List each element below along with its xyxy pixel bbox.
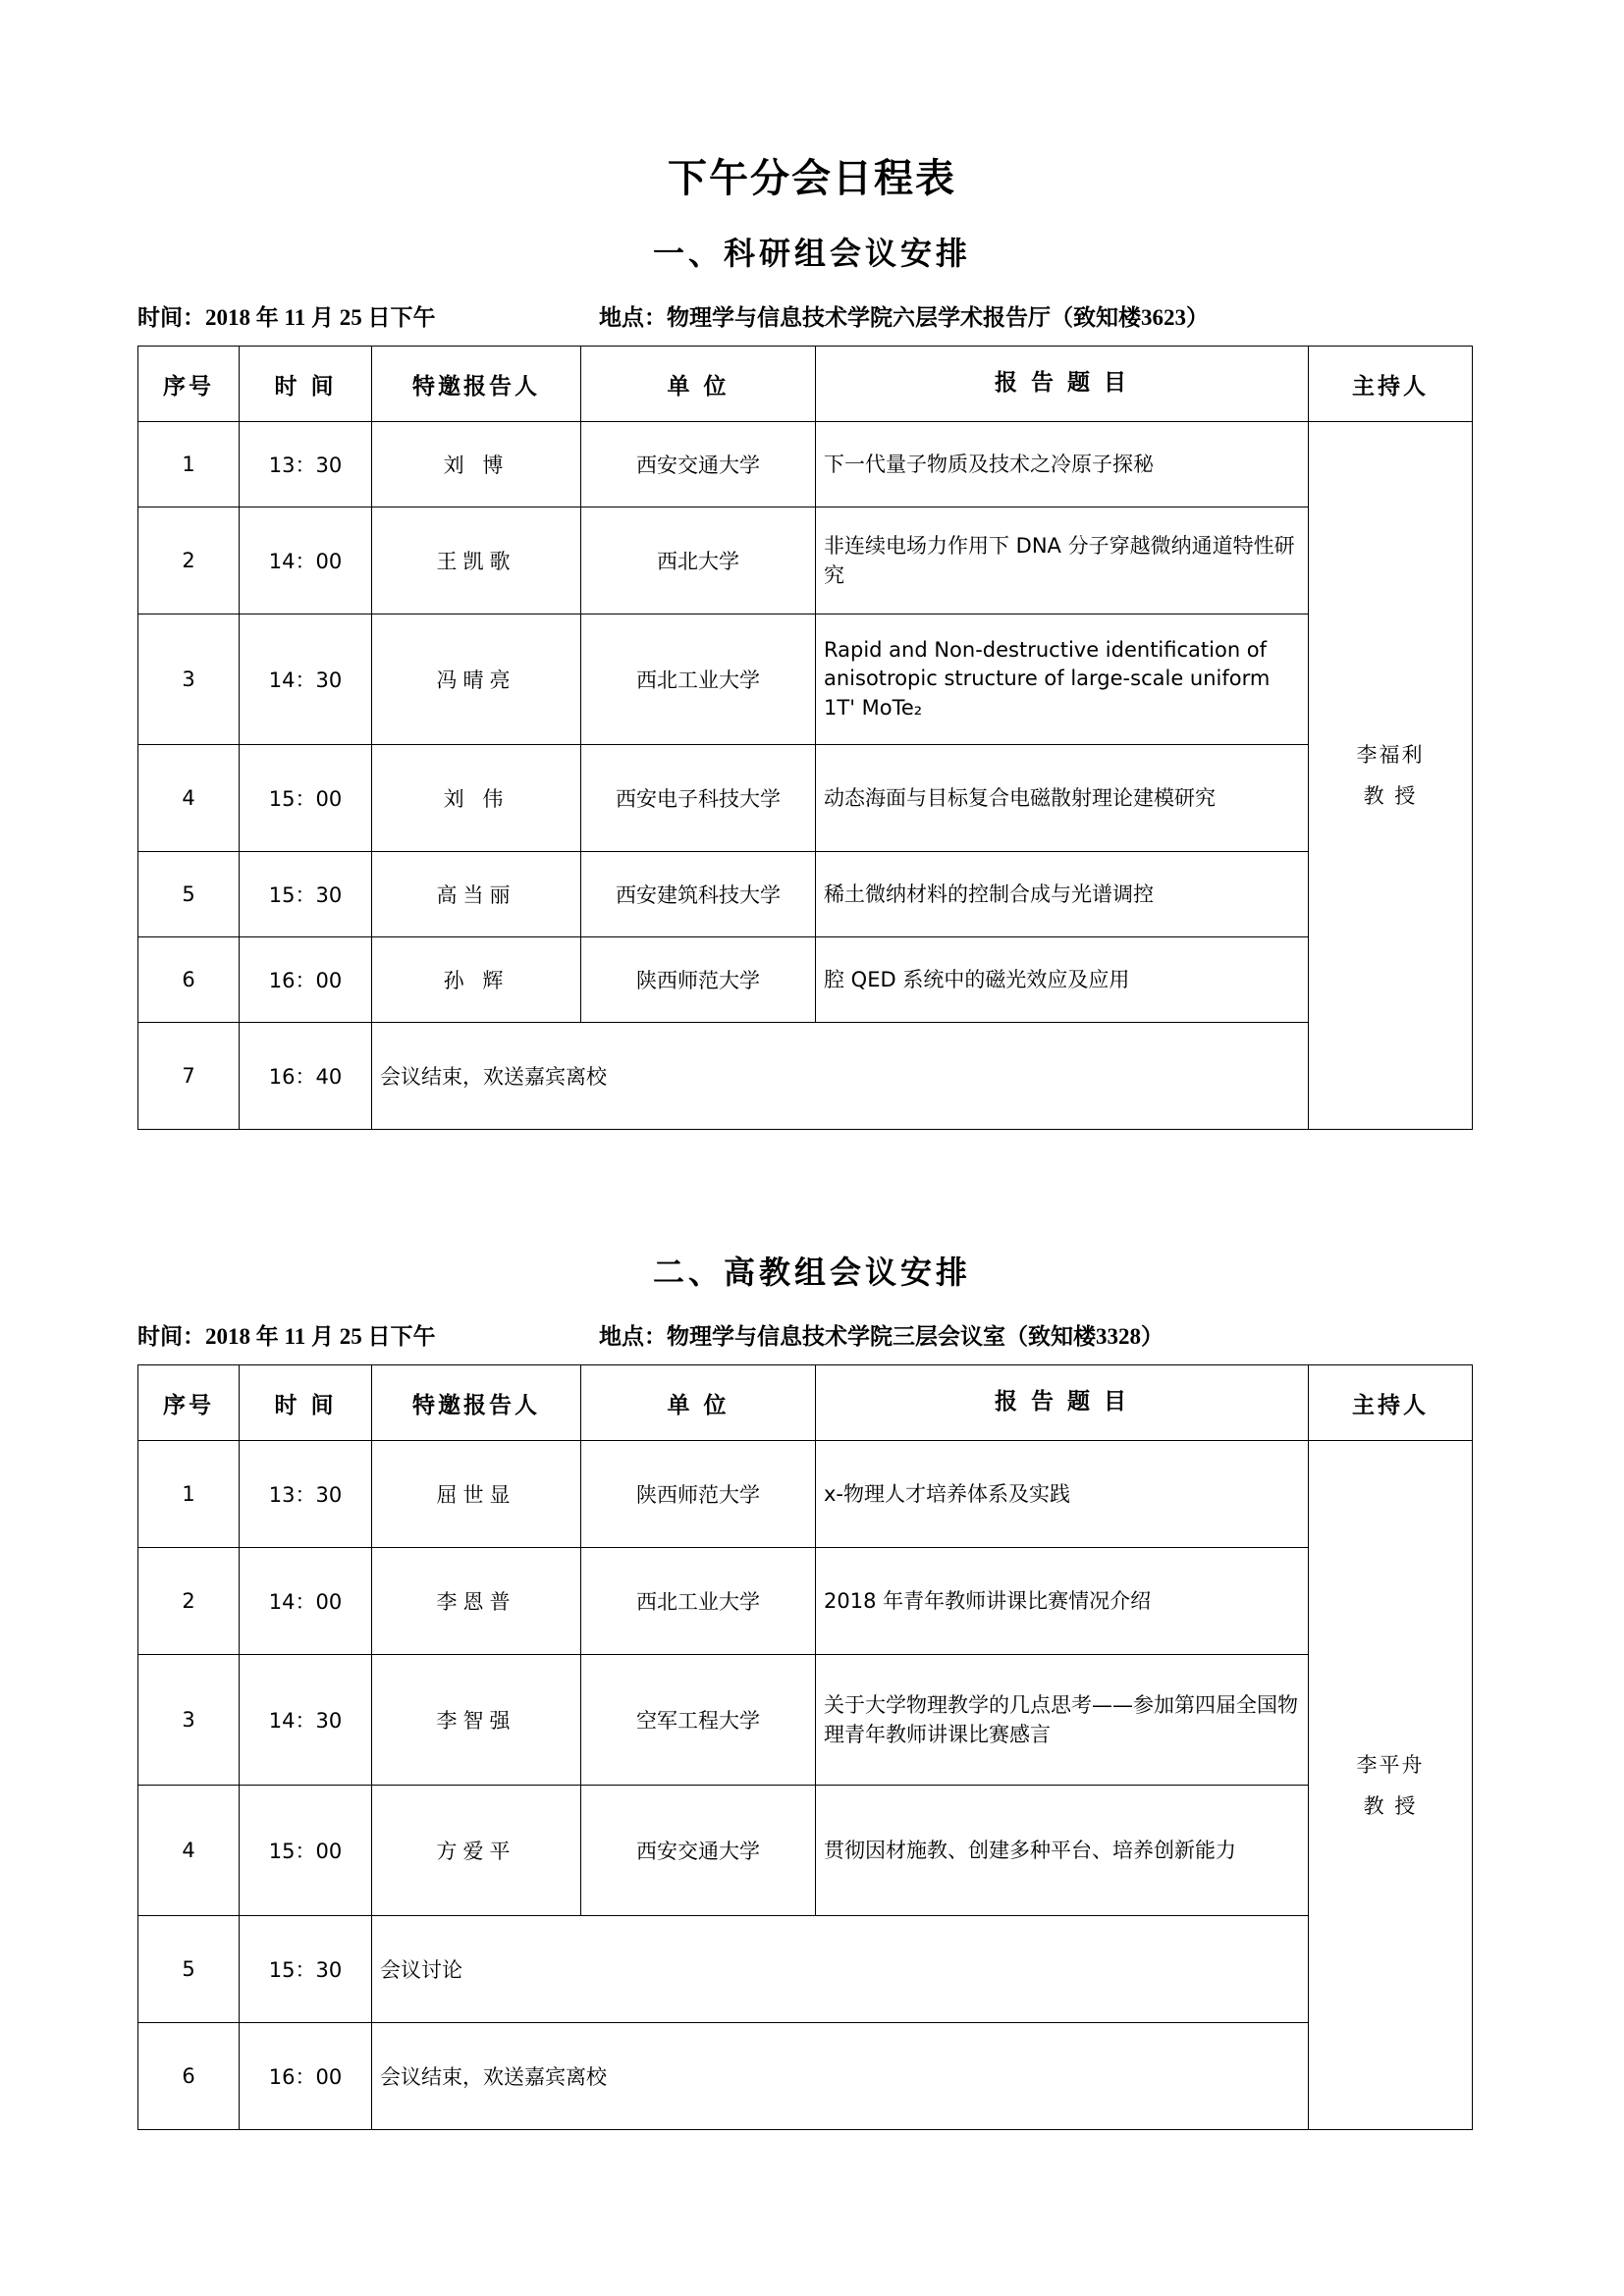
cell-speaker: 李恩普 [372, 1548, 581, 1655]
column-header-no: 序号 [138, 347, 240, 422]
column-header-host: 主持人 [1309, 347, 1473, 422]
cell-speaker: 刘 伟 [372, 745, 581, 852]
page-title: 下午分会日程表 [668, 156, 956, 201]
cell-unit: 西安交通大学 [581, 1786, 816, 1916]
cell-topic: 动态海面与目标复合电磁散射理论建模研究 [816, 745, 1309, 852]
schedule-table-education [137, 1364, 1473, 2130]
host-title: 教 授 [1363, 1793, 1418, 1818]
cell-topic: 2018 年青年教师讲课比赛情况介绍 [816, 1548, 1309, 1655]
cell-host [1309, 1441, 1473, 2130]
cell-speaker: 方爱平 [372, 1786, 581, 1916]
cell-time: 14：00 [240, 507, 372, 614]
section-2-heading: 二、高教组会议安排 [652, 1254, 971, 1291]
cell-no: 7 [138, 1023, 240, 1130]
host-name: 李平舟 [1356, 1752, 1425, 1777]
cell-no: 1 [138, 422, 240, 507]
cell-no: 1 [138, 1441, 240, 1548]
cell-time: 16：00 [240, 2023, 372, 2130]
section-2-time: 时间：2018 年 11 月 25 日下午 [137, 1324, 436, 1349]
table-row [138, 1655, 1473, 1786]
schedule-table-research [137, 346, 1473, 1130]
cell-speaker: 王凯歌 [372, 507, 581, 614]
cell-unit: 陕西师范大学 [581, 1441, 816, 1548]
cell-topic: 下一代量子物质及技术之冷原子探秘 [816, 422, 1309, 507]
section-1-time: 时间：2018 年 11 月 25 日下午 [137, 305, 436, 330]
cell-no: 3 [138, 1655, 240, 1786]
table-row [138, 1441, 1473, 1548]
section-2-meta [137, 1318, 1487, 1351]
cell-topic: 非连续电场力作用下 DNA 分子穿越微纳通道特性研究 [816, 507, 1309, 614]
column-header-speaker: 特邀报告人 [372, 1365, 581, 1441]
cell-topic: Rapid and Non-destructive identification of anisotropic structure of large-scale uniform 1T' MoTe₂ [816, 614, 1309, 745]
column-header-speaker: 特邀报告人 [372, 347, 581, 422]
cell-time: 14：00 [240, 1548, 372, 1655]
table-row [138, 2023, 1473, 2130]
cell-time: 16：00 [240, 937, 372, 1023]
section-2-place: 地点：物理学与信息技术学院三层会议室（致知楼3328） [599, 1324, 1164, 1349]
column-header-unit: 单 位 [581, 347, 816, 422]
cell-speaker: 冯晴亮 [372, 614, 581, 745]
cell-time: 13：30 [240, 1441, 372, 1548]
column-header-host: 主持人 [1309, 1365, 1473, 1441]
column-header-no: 序号 [138, 1365, 240, 1441]
table-row [138, 614, 1473, 745]
cell-unit: 西安交通大学 [581, 422, 816, 507]
column-header-time: 时 间 [240, 347, 372, 422]
column-header-topic: 报 告 题 目 [816, 1365, 1309, 1441]
section-gap [137, 1130, 1487, 1248]
cell-no: 4 [138, 745, 240, 852]
table-row [138, 1786, 1473, 1916]
cell-host [1309, 422, 1473, 1130]
table-row [138, 1548, 1473, 1655]
column-header-unit: 单 位 [581, 1365, 816, 1441]
cell-speaker: 高当丽 [372, 852, 581, 937]
host-name: 李福利 [1356, 743, 1425, 767]
cell-topic: 关于大学物理教学的几点思考——参加第四届全国物理青年教师讲课比赛感言 [816, 1655, 1309, 1786]
cell-unit: 西安电子科技大学 [581, 745, 816, 852]
cell-unit: 陕西师范大学 [581, 937, 816, 1023]
cell-no: 2 [138, 1548, 240, 1655]
cell-merged-note: 会议结束，欢送嘉宾离校 [372, 2023, 1309, 2130]
host-title: 教 授 [1363, 784, 1418, 808]
cell-time: 14：30 [240, 1655, 372, 1786]
cell-speaker: 孙 辉 [372, 937, 581, 1023]
cell-topic: 腔 QED 系统中的磁光效应及应用 [816, 937, 1309, 1023]
cell-no: 6 [138, 2023, 240, 2130]
section-1-place: 地点：物理学与信息技术学院六层学术报告厅（致知楼3623） [599, 305, 1209, 330]
table-row [138, 852, 1473, 937]
cell-no: 3 [138, 614, 240, 745]
cell-topic: 稀土微纳材料的控制合成与光谱调控 [816, 852, 1309, 937]
cell-no: 5 [138, 852, 240, 937]
cell-time: 15：30 [240, 1916, 372, 2023]
cell-time: 15：00 [240, 1786, 372, 1916]
cell-unit: 空军工程大学 [581, 1655, 816, 1786]
section-1-meta [137, 299, 1487, 332]
cell-no: 4 [138, 1786, 240, 1916]
cell-time: 13：30 [240, 422, 372, 507]
cell-topic: x-物理人才培养体系及实践 [816, 1441, 1309, 1548]
cell-no: 2 [138, 507, 240, 614]
cell-topic: 贯彻因材施教、创建多种平台、培养创新能力 [816, 1786, 1309, 1916]
column-header-topic: 报 告 题 目 [816, 347, 1309, 422]
cell-time: 15：30 [240, 852, 372, 937]
column-header-time: 时 间 [240, 1365, 372, 1441]
table-row [138, 1916, 1473, 2023]
cell-time: 16：40 [240, 1023, 372, 1130]
table-row [138, 1023, 1473, 1130]
cell-speaker: 李智强 [372, 1655, 581, 1786]
cell-unit: 西安建筑科技大学 [581, 852, 816, 937]
table-header-row [138, 347, 1473, 422]
cell-no: 5 [138, 1916, 240, 2023]
table-row [138, 937, 1473, 1023]
cell-speaker: 刘 博 [372, 422, 581, 507]
cell-merged-note: 会议讨论 [372, 1916, 1309, 2023]
table-row [138, 745, 1473, 852]
cell-unit: 西北工业大学 [581, 1548, 816, 1655]
cell-time: 15：00 [240, 745, 372, 852]
section-1-heading: 一、科研组会议安排 [652, 235, 971, 272]
cell-merged-note: 会议结束，欢送嘉宾离校 [372, 1023, 1309, 1130]
cell-unit: 西北工业大学 [581, 614, 816, 745]
table-header-row [138, 1365, 1473, 1441]
table-row [138, 507, 1473, 614]
table-row [138, 422, 1473, 507]
cell-speaker: 屈世显 [372, 1441, 581, 1548]
cell-no: 6 [138, 937, 240, 1023]
cell-unit: 西北大学 [581, 507, 816, 614]
cell-time: 14：30 [240, 614, 372, 745]
